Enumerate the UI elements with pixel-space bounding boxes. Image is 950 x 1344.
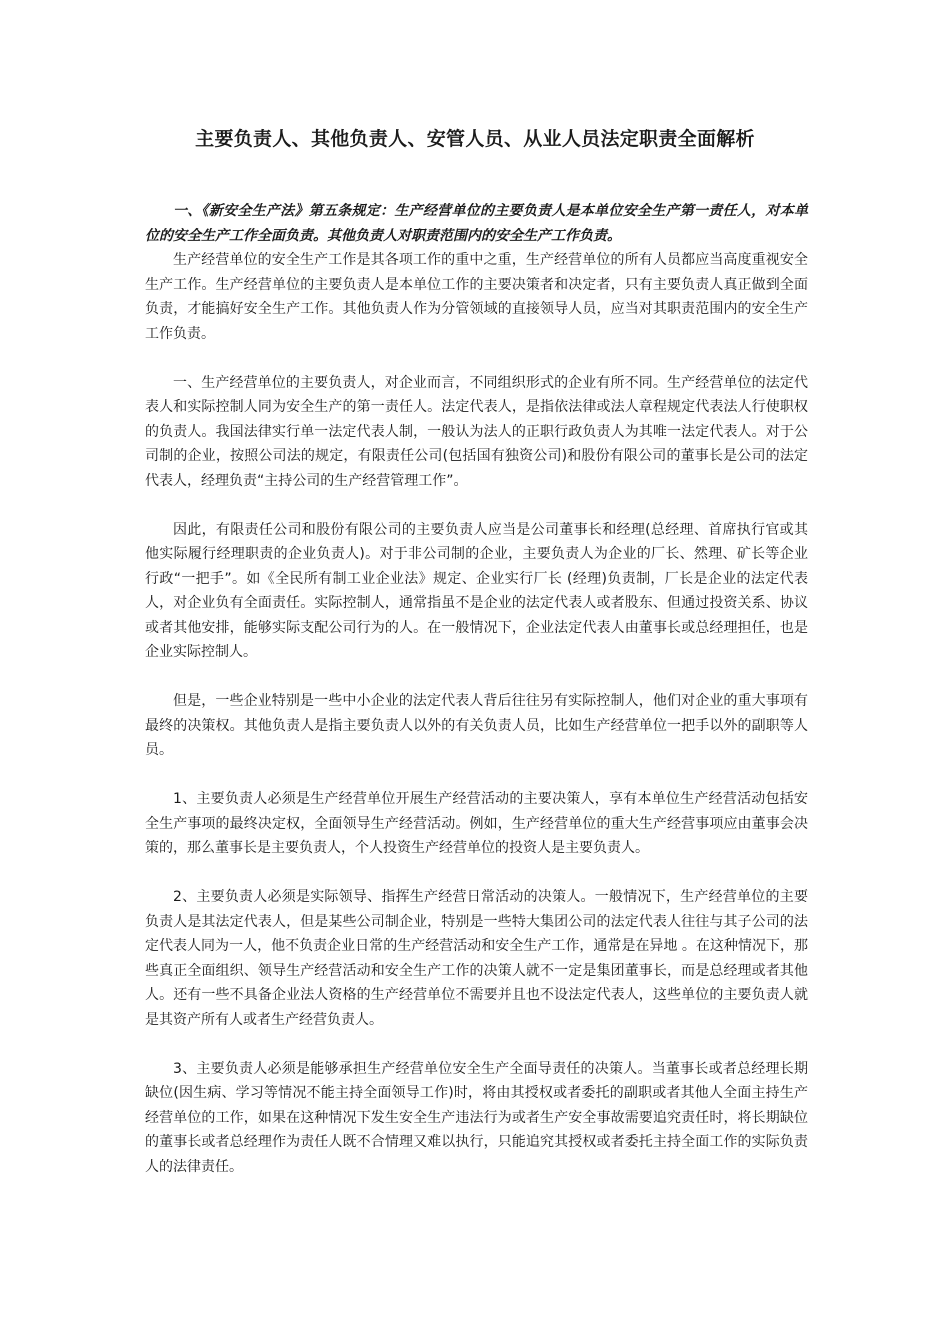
paragraph: 3、主要负责人必须是能够承担生产经营单位安全生产全面导责任的决策人。当董事长或者总经理长期缺位(因生病、学习等情况不能主持全面领导工作)时，将由其授权或者委托的副职或者其他人全面主持生产经营单位的工作，如果在这种情况下发生安全生产违法行为或者生产安全事故需要追究责任时，将长期缺位的董事长或者总经理作为责任人既不合情理又难以执行，只能追究其授权或者委托主持全面工作的实际负责人的法律责任。 <box>145 1060 808 1175</box>
lead-paragraph: 一、《新安全生产法》第五条规定：生产经营单位的主要负责人是本单位安全生产第一责任人，对本单位的安全生产工作全面负责。其他负责人对职责范围内的安全生产工作负责。 <box>145 203 808 244</box>
paragraph: 1、主要负责人必须是生产经营单位开展生产经营活动的主要决策人，享有本单位生产经营活动包括安全生产事项的最终决定权，全面领导生产经营活动。例如，生产经营单位的重大生产经营事项应由董事会决策的，那么董事长是主要负责人，个人投资生产经营单位的投资人是主要负责人。 <box>145 791 808 856</box>
paragraph: 生产经营单位的安全生产工作是其各项工作的重中之重，生产经营单位的所有人员都应当高度重视安全生产工作。生产经营单位的主要负责人是本单位工作的主要决策者和决定者，只有主要负责人真正做到全面负责，才能搞好安全生产工作。其他负责人作为分管领域的直接领导人员，应当对其职责范围内的安全生产工作负责。 <box>145 252 808 342</box>
paragraph: 因此，有限责任公司和股份有限公司的主要负责人应当是公司董事长和经理(总经理、首席执行官或其他实际履行经理职责的企业负责人)。对于非公司制的企业，主要负责人为企业的厂长、然理、矿长等企业行政“一把手”。如《全民所有制工业企业法》规定、企业实行厂长 (经理)负责制，厂长是企业的法定代表人，对企业负有全面责任。实际控制人，通常指虽不是企业的法定代表人或者股东、但通过投资关系、协议或者其他安排，能够实际支配公司行为的人。在一般情况下，企业法定代表人由董事长或总经理担任，也是企业实际控制人。 <box>145 521 808 660</box>
document-title: 主要负责人、其他负责人、安管人员、从业人员法定职责全面解析 <box>195 128 755 150</box>
paragraph: 但是，一些企业特别是一些中小企业的法定代表人背后往往另有实际控制人，他们对企业的重大事项有最终的决策权。其他负责人是指主要负责人以外的有关负责人员，比如生产经营单位一把手以外的副职等人员。 <box>145 693 808 758</box>
paragraph: 2、主要负责人必须是实际领导、指挥生产经营日常活动的决策人。一般情况下，生产经营单位的主要负责人是其法定代表人，但是某些公司制企业，特别是一些特大集团公司的法定代表人往往与其子公司的法定代表人同为一人，他不负责企业日常的生产经营活动和安全生产工作，通常是在异地 。在这种情况下，那些真正全面组织、领导生产经营活动和安全生产工作的决策人就不一定是集团董事长，而是总经理或者其他人。还有一些不具备企业法人资格的生产经营单位不需要并且也不设法定代表人，这些单位的主要负责人就是其资产所有人或者生产经营负责人。 <box>145 889 808 1028</box>
paragraph: 一、生产经营单位的主要负责人，对企业而言，不同组织形式的企业有所不同。生产经营单位的法定代表人和实际控制人同为安全生产的第一责任人。法定代表人，是指依法律或法人章程规定代表法人行使职权的负责人。我国法律实行单一法定代表人制，一般认为法人的正职行政负责人为其唯一法定代表人。对于公司制的企业，按照公司法的规定，有限责任公司(包括国有独资公司)和股份有限公司的董事长是公司的法定代表人，经理负责“主持公司的生产经营管理工作”。 <box>145 374 808 489</box>
document-body <box>145 199 808 1179</box>
